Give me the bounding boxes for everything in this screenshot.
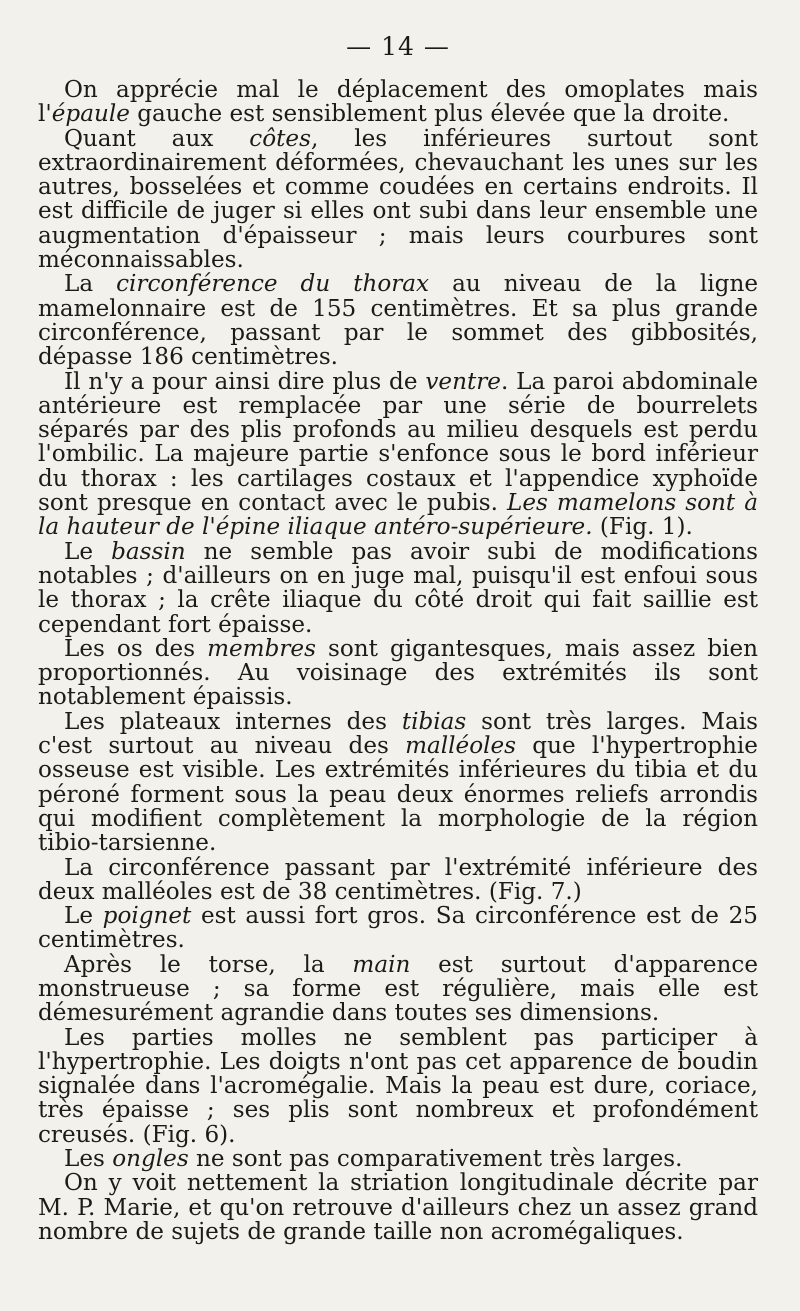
paragraph: Le bassin ne semble pas avoir subi de modifications notables ; d'ailleurs on en juge mal, puisqu'il est enfoui sous le thorax ; la crête iliaque du côté droit qui fait saillie est cependant fort épaisse. xyxy=(38,538,758,638)
paragraph: Les parties molles ne semblent pas participer à l'hypertrophie. Les doigts n'ont pas cet apparence de boudin signalée dans l'acromégalie. Mais la peau est dure, coriace, très épaisse ; ses plis sont nombreux et profondément creusés. (Fig. 6). xyxy=(38,1024,758,1148)
paragraph: Quant aux côtes, les inférieures surtout sont extraordinairement déformées, chevauchant les unes sur les autres, bosselées et comme coudées en certains endroits. Il est difficile de juger si elles ont subi dans leur ensemble une augmentation d'épaisseur ; mais leurs courbures sont méconnaissables. xyxy=(38,125,758,274)
italic-term: membres xyxy=(207,635,316,662)
italic-term: Les mamelons sont à la hauteur de l'épine iliaque antéro-supérieure. xyxy=(38,490,758,541)
paragraph: On y voit nettement la striation longitudinale décrite par M. P. Marie, et qu'on retrouve d'ailleurs chez un assez grand nombre de sujets de grande taille non acromégaliques. xyxy=(38,1170,758,1245)
italic-term: bassin xyxy=(111,538,186,565)
paragraph: Les ongles ne sont pas comparativement très larges. xyxy=(64,1146,683,1173)
paragraph: Il n'y a pour ainsi dire plus de ventre. La paroi abdominale antérieure est remplacée par une série de bourrelets séparés par des plis profonds au milieu desquels est perdu l'ombilic. La majeure partie s'enfonce sous le bord inférieur du thorax : les cartilages costaux et l'appendice xyphoïde sont presque en contact avec le pubis. Les mamelons sont à la hauteur de l'épine iliaque antéro-supérieure. (Fig. 1). xyxy=(38,368,758,541)
italic-term: poignet xyxy=(102,903,192,930)
italic-term: côtes xyxy=(249,125,311,152)
paragraph: La circonférence du thorax au niveau de la ligne mamelonnaire est de 155 centimètres. Et sa plus grande circonférence, passant par le sommet des gibbosités, dépasse 186 centimètres. xyxy=(38,271,758,371)
italic-term: tibias xyxy=(401,708,467,735)
italic-term: ventre xyxy=(425,368,501,395)
paragraph: Après le torse, la main est surtout d'apparence monstrueuse ; sa forme est régulière, mais elle est démesurément agrandie dans toutes ses dimensions. xyxy=(38,951,759,1027)
paragraph: On apprécie mal le déplacement des omoplates mais l'épaule gauche est sensiblement plus élevée que la droite. xyxy=(38,77,758,128)
italic-term: circonférence du thorax xyxy=(116,271,430,298)
italic-term: épaule xyxy=(51,101,130,128)
italic-term: ongles xyxy=(112,1146,189,1173)
italic-term: main xyxy=(352,951,411,978)
paragraph: Les plateaux internes des tibias sont très larges. Mais c'est surtout au niveau des malléoles que l'hypertrophie osseuse est visible. Les extrémités inférieures du tibia et du péroné forment sous la peau deux énormes reliefs arrondis qui modifient complètement la morphologie de la région tibio-tarsienne. xyxy=(38,708,758,857)
paragraph: Le poignet est aussi fort gros. Sa circonférence est de 25 centimètres. xyxy=(38,903,759,954)
paragraph: La circonférence passant par l'extrémité inférieure des deux malléoles est de 38 centimètres. (Fig. 7.) xyxy=(38,854,758,905)
page-number: — 14 — xyxy=(346,32,450,61)
paragraph: Les os des membres sont gigantesques, mais assez bien proportionnés. Au voisinage des extrémités ils sont notablement épaissis. xyxy=(38,635,758,711)
italic-term: malléoles xyxy=(405,733,517,760)
body-text xyxy=(38,78,758,1244)
